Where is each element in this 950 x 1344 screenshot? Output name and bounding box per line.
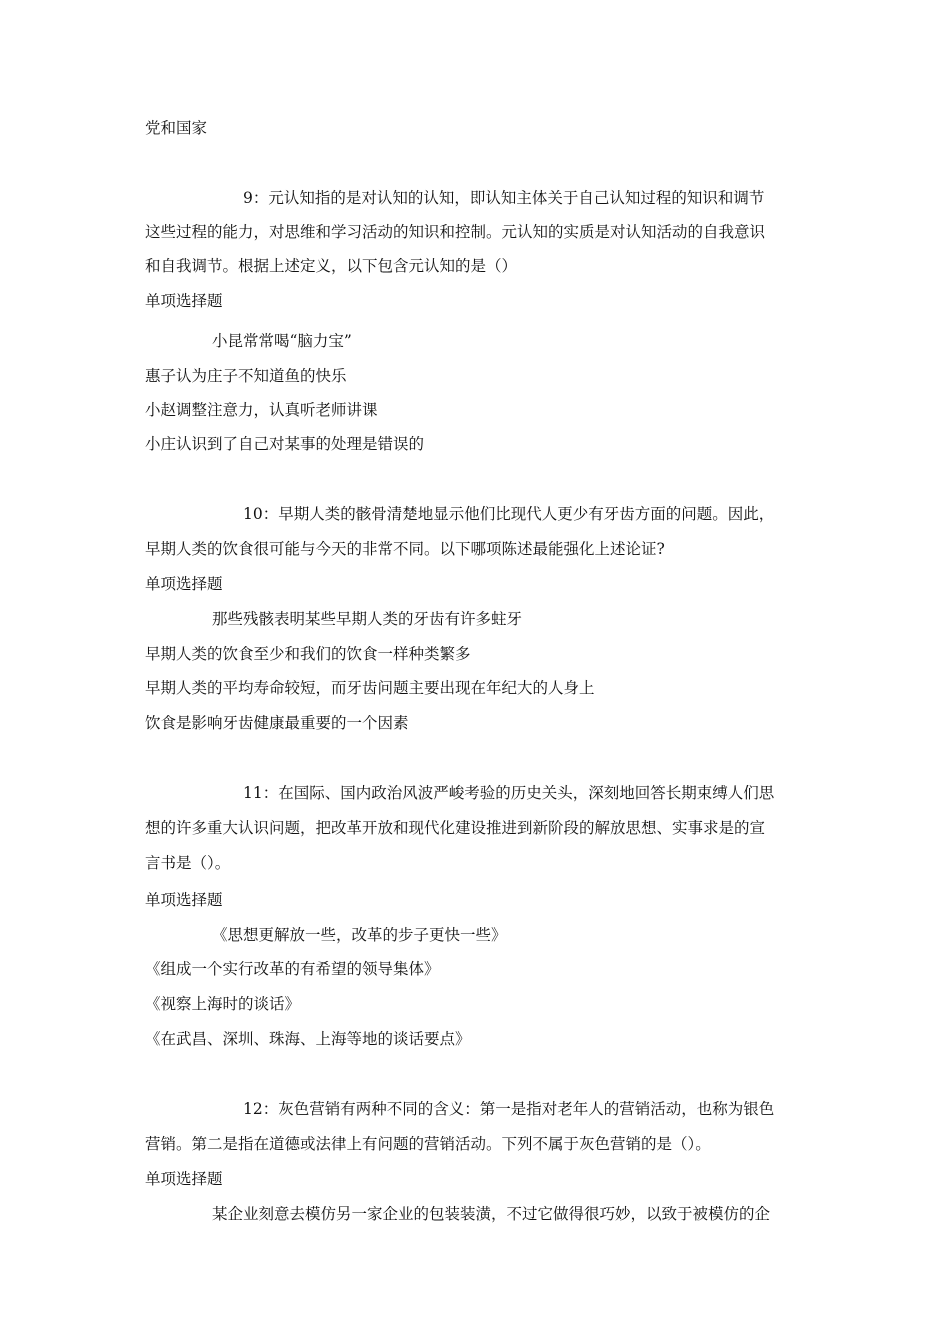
question-11-option-b: 《组成一个实行改革的有希望的领导集体》 xyxy=(145,960,440,978)
question-11-stem-line-3: 言书是（）。 xyxy=(145,854,231,872)
question-12-stem-line-1: 12：灰色营销有两种不同的含义：第一是指对老年人的营销活动，也称为银色 xyxy=(243,1100,775,1118)
question-9-option-c: 小赵调整注意力，认真听老师讲课 xyxy=(145,401,378,419)
question-11-option-d: 《在武昌、深圳、珠海、上海等地的谈话要点》 xyxy=(145,1030,471,1048)
text-fragment: 党和国家 xyxy=(145,119,208,137)
question-9-option-a: 小昆常常喝“脑力宝” xyxy=(212,332,352,350)
question-10-stem-line-2: 早期人类的饮食很可能与今天的非常不同。以下哪项陈述最能强化上述论证? xyxy=(145,540,665,558)
question-10-stem-line-1: 10：早期人类的骸骨清楚地显示他们比现代人更少有牙齿方面的问题。因此， xyxy=(243,505,775,523)
question-11-type: 单项选择题 xyxy=(145,891,223,909)
question-9-type: 单项选择题 xyxy=(145,292,223,310)
question-10-option-c: 早期人类的平均寿命较短，而牙齿问题主要出现在年纪大的人身上 xyxy=(145,679,595,697)
question-10-option-b: 早期人类的饮食至少和我们的饮食一样种类繁多 xyxy=(145,645,471,663)
question-9-option-b: 惠子认为庄子不知道鱼的快乐 xyxy=(145,367,347,385)
question-11-option-c: 《视察上海时的谈话》 xyxy=(145,995,301,1013)
question-9-stem-line-3: 和自我调节。根据上述定义，以下包含元认知的是（） xyxy=(145,257,518,275)
question-10-option-d: 饮食是影响牙齿健康最重要的一个因素 xyxy=(145,714,409,732)
question-12-type: 单项选择题 xyxy=(145,1170,223,1188)
question-11-stem-line-2: 想的许多重大认识问题，把改革开放和现代化建设推进到新阶段的解放思想、实事求是的宣 xyxy=(145,819,766,837)
question-10-option-a: 那些残骸表明某些早期人类的牙齿有许多蛀牙 xyxy=(212,610,523,628)
question-12-stem-line-2: 营销。第二是指在道德或法律上有问题的营销活动。下列不属于灰色营销的是（）。 xyxy=(145,1135,711,1153)
question-11-stem-line-1: 11：在国际、国内政治风波严峻考验的历史关头，深刻地回答长期束缚人们思 xyxy=(243,784,775,802)
question-9-stem-line-2: 这些过程的能力，对思维和学习活动的知识和控制。元认知的实质是对认知活动的自我意识 xyxy=(145,223,766,241)
question-10-type: 单项选择题 xyxy=(145,575,223,593)
question-9-stem-line-1: 9：元认知指的是对认知的认知，即认知主体关于自己认知过程的知识和调节 xyxy=(243,189,765,207)
question-9-option-d: 小庄认识到了自己对某事的处理是错误的 xyxy=(145,435,425,453)
question-11-option-a: 《思想更解放一些，改革的步子更快一些》 xyxy=(212,926,507,944)
question-12-option-a: 某企业刻意去模仿另一家企业的包装装潢，不过它做得很巧妙，以致于被模仿的企 xyxy=(212,1205,771,1223)
